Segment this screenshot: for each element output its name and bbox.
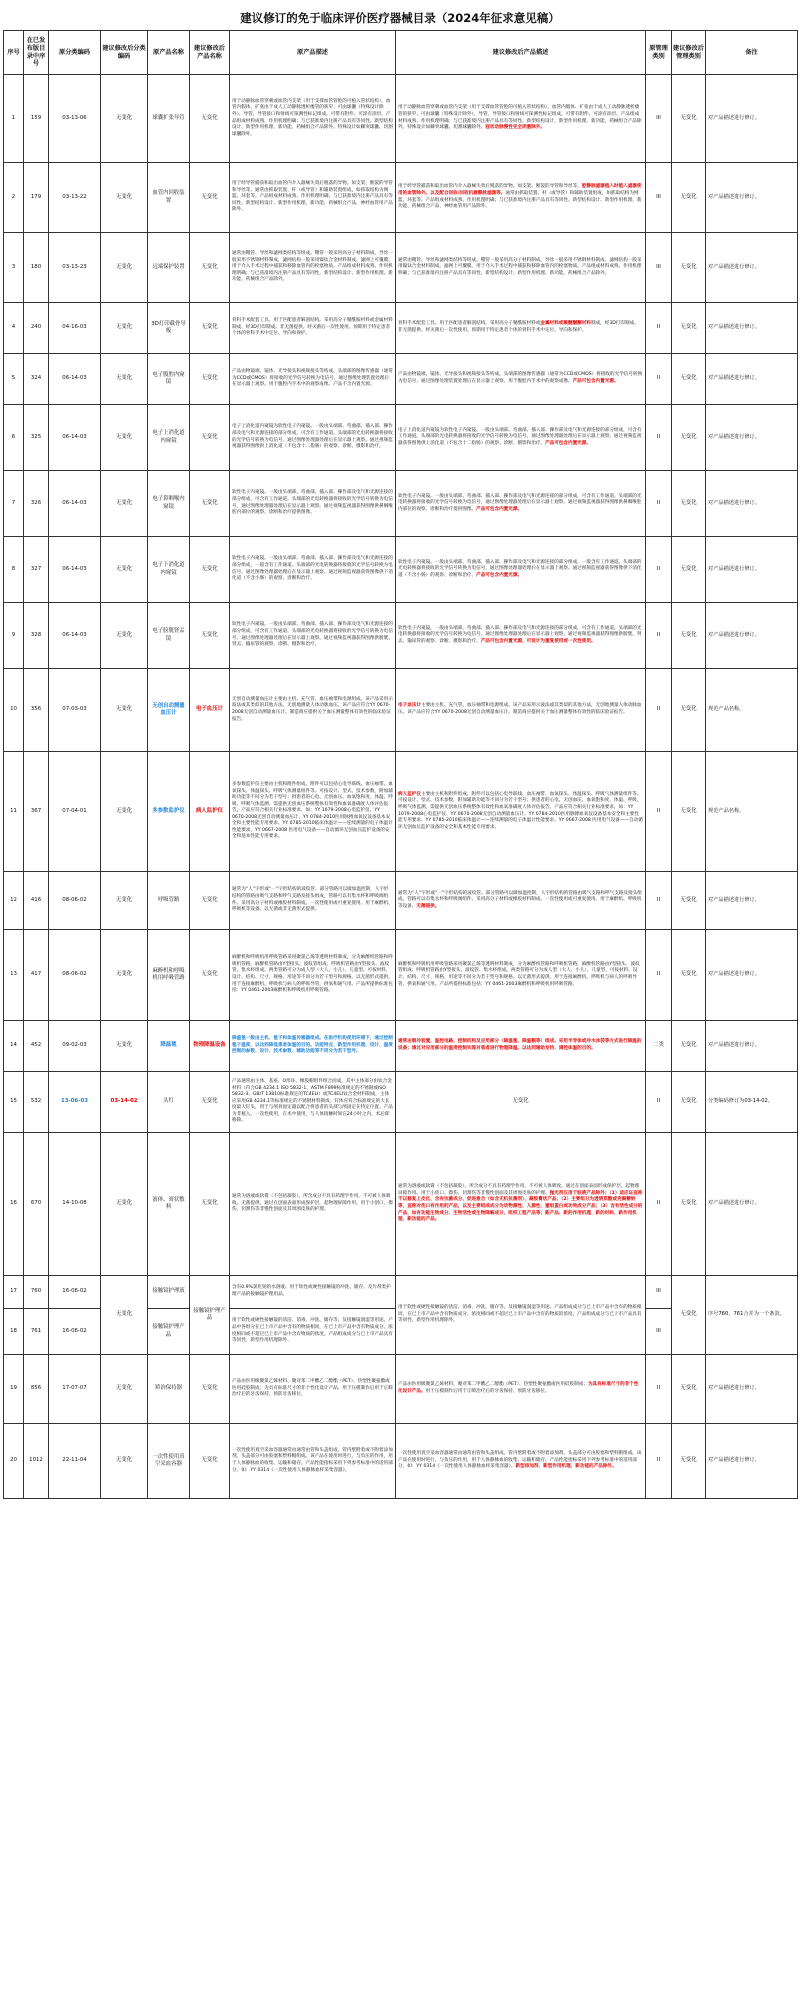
new-code-cell: 无变化 [101,1276,148,1355]
description-text: 软性电子内窥镜。一般由头端部、弯曲部、插入部、操作部及电气和光源连接的部分组成，一般含有工作通道。头端部的光电转换器将接收的光学信号转换为电信号，通过图像处理器处理后在显示器上观察。通过视频监视器获得图像供下消化道（不含小肠）的观察、诊断和治疗。 [398,559,642,578]
original-description-cell: 通常为溶液或软膏（不包括凝胶）。所含成分不具有药理学作用，不可被人体吸收。无菌提供。通过在创面表面形成保护层，起物理屏障作用。用于小创口、擦伤、切割伤等非慢性创面及其周围皮肤的护理。 [230,1133,396,1276]
new-description-cell [396,405,646,471]
new-name-cell: 无变化 [190,1355,230,1424]
original-name-cell: 球囊扩张导管 [148,75,190,163]
new-description-cell [396,1355,646,1424]
old-index-cell: 180 [24,233,49,303]
table-row [4,1021,798,1072]
remark-cell: 序号760、761合并为一个条款。 [706,1276,798,1355]
new-code-cell: 无变化 [101,752,148,872]
remark-cell: 对产品描述进行修订。 [706,603,798,669]
table-row [4,603,798,669]
row-number-cell: 6 [4,405,24,471]
remark-cell: 对产品描述进行修订。 [706,1021,798,1072]
new-name-cell: 接触镜护理产品 [190,1276,230,1355]
header-cell: 原分类编码 [49,31,101,75]
original-code-cell: 03-13-06 [49,75,101,163]
header-cell: 在已发布版目录中序号 [24,31,49,75]
old-index-cell: 1012 [24,1424,49,1499]
new-class-cell: 无变化 [672,75,706,163]
original-code-cell: 16-06-02 [49,1276,101,1309]
new-name-cell: 无变化 [190,537,230,603]
original-name-cell: 麻醉机和呼吸机用呼吸管路 [148,930,190,1021]
original-name-cell: 3D打印截骨导板 [148,303,190,354]
new-code-cell: 无变化 [101,163,148,233]
table-row [4,669,798,752]
new-name-cell: 无变化 [190,872,230,930]
description-text: 软性电子内窥镜。一般由头端部、弯曲部、插入部、操作部及电气和光源连接的部分组成，可含有工作通道。头端部的光电转换器将接收的光学信号转换为电信号，通过图像处理器处理后在显示器上观察。通过视频监视器获得图像供鼻咽喉腔内部位的观察、诊断和治疗提供图像。 [398,493,642,512]
old-index-cell: 670 [24,1133,49,1276]
original-description-cell: 含有0.9%氯化钠的水溶液。用于软性或硬性接触镜的冲洗、储存。及片剂类护理产品的接触镜护理用品。 [230,1276,396,1309]
original-description-cell: 通常为“人”字形或“一”字形结构的波纹管。部分管路可以做加温控制，人字形结构的管路由吸气支路和呼气支路及接头组成，管路可以有集水杯和呼吸阀组件。采用高分子材料或橡胶材料制成。一次性使用或可重复使用。用于麻醉机、呼吸机等设备。以无菌或非无菌形式提供。 [230,872,396,930]
row-number-cell: 19 [4,1355,24,1424]
original-description-cell: 用于经导管捕获和取出血管内介入器械失效后脱落的异物。如支架、断裂的导管和导丝等。通常由抓取装置、杆（或导管）和辅助装置组成，如抓取结构为网篮、环套等。产品组成材料成熟、作用机理明确；与已获准境内注册产品具有等同性。新型结构设计、新型作用机理、新功能、药械组合产品、神经血管用产品除外。 [230,163,396,233]
new-description-cell [396,537,646,603]
header-cell: 建议修改后产品描述 [396,31,646,75]
row-number-cell: 15 [4,1072,24,1133]
new-code-cell: 无变化 [101,233,148,303]
new-class-cell: 无变化 [672,405,706,471]
original-code-cell: 22-11-04 [49,1424,101,1499]
original-name-cell: 血管内回收装置 [148,163,190,233]
new-code-cell: 无变化 [101,1133,148,1276]
description-text: 无菌提供。 [416,903,440,909]
new-name-cell: 无变化 [190,354,230,405]
original-name-cell: 矫治保持器 [148,1355,190,1424]
new-name-cell: 无变化 [190,75,230,163]
original-description-cell: 电子上消化道内窥镜为软性电子内窥镜。一般由头端部、弯曲部、插入部、操作部及电气和光源连接的部分组成，可含有工作通道。头端部的光电转换器将接收的光学信号转换为电信号，通过图像处理器处理后在显示器上观察。通过视频监视器获得图像供上消化道（不包含十二指肠）的观察、诊断、摄影和治疗。 [230,405,396,471]
table-body [4,75,798,1499]
new-class-cell: 无变化 [672,1424,706,1499]
description-text: 无变化 [512,1098,529,1105]
original-code-cell: 07-04-01 [49,752,101,872]
row-number-cell: 16 [4,1133,24,1276]
new-name-cell: 无变化 [190,1424,230,1499]
original-description-cell: 通常由鞘管、导丝和滤网类结构等组成。鞘管一般采用高分子材料制成，导丝一般采用不锈钢材料制成，滤网结构一般采用镍钛合金材料制成。滤网上可覆膜。用于介入手术过程中捕获和移除血管内的栓塞物质。产品组成材料成熟、作用机理明确；与已获准境内注册产品具有等同性。新型结构设计、新型作用机理、新功能、药械组合产品除外。 [230,233,396,303]
original-description-cell: 无创自动测量血压计主要由主机、充气管、血压袖带和电源组成。该产品采用示波法或其类似的其他方法，无创地测量人体动脉血压。该产品应符合YY 0670-2008无创自动测量血压计。制造商应提供关于血压测量整体有效性的临床验证报告。 [230,669,396,752]
new-class-cell: 无变化 [672,1072,706,1133]
original-code-cell: 06-14-03 [49,603,101,669]
row-number-cell: 2 [4,163,24,233]
new-code-cell: 无变化 [101,303,148,354]
description-text: 通常为“人”字形或“一”字形结构的波纹管。部分管路可以做加温控制，人字形结构的管路由吸气支路和呼气支路及接头组成，管路可以有集水杯和呼吸阀组件。采用高分子材料或橡胶材料制成。一次性使用或可重复使用。用于麻醉机、呼吸机等设备。 [398,890,642,909]
old-index-cell: 327 [24,537,49,603]
old-index-cell: 240 [24,303,49,354]
remark-cell: 对产品描述进行修订。 [706,1133,798,1276]
row-number-cell: 7 [4,471,24,537]
original-name-cell: 降温毯 [148,1021,190,1072]
remark-cell: 对产品描述进行修订。 [706,354,798,405]
header-cell: 建议修改后管理类别 [672,31,706,75]
new-description-cell [396,471,646,537]
original-name-cell: 电子下消化道内窥镜 [148,537,190,603]
description-text: 用于压模制作后用于正畸治疗后的牙齿保持、预防牙齿移位。 [425,1389,550,1394]
new-class-cell: 无变化 [672,1355,706,1424]
new-code-cell: 03-14-02 [101,1072,148,1133]
new-class-cell: 无变化 [672,163,706,233]
old-index-cell: 159 [24,75,49,163]
original-name-cell: 多参数监护仪 [148,752,190,872]
original-class-cell: III [646,1276,672,1309]
remark-cell: 分类编码修订为03-14-02。 [706,1072,798,1133]
original-class-cell: II [646,537,672,603]
original-name-cell: 一次性使用真空采血容器 [148,1424,190,1499]
original-name-cell: 电子膀胱肾盂镜 [148,603,190,669]
description-text: 通常由鞘管、导丝和滤网类结构等组成。鞘管一般采用高分子材料制成，导丝一般采用不锈钢材料制成，滤网结构一般采用镍钛合金材料制成。滤网上可覆膜。用于介入手术过程中捕获和移除血管内的栓塞物质。产品组成材料成熟、作用机理明确；与已获准境内注册产品具有等同性。新型结构设计、新型作用机理、新功能、药械组合产品除外。 [398,257,642,276]
original-code-cell: 03-13-23 [49,233,101,303]
row-number-cell: 18 [4,1309,24,1355]
remark-cell: 规范产品名称。 [706,752,798,872]
description-text: 为具有标准尺寸的非个性化设计产品。 [398,1382,639,1394]
original-class-cell: II [646,872,672,930]
old-index-cell: 326 [24,471,49,537]
table-row [4,752,798,872]
description-text: 用于经导管捕获和取出血管内介入器械失效后脱落的异物。如支架、断裂的导管和导丝等。 [398,184,582,190]
description-text: 软性电子内窥镜。一般由头端部、弯曲部、插入部、操作部及电气和光源连接的部分组成，可含有工作通道。头端部的光电转换器将接收的光学信号转换为电信号，通过图像处理器处理后在显示器上观察。通过视频监视器获得图像供膀胱、肾盂、输尿管的观察、诊断、摄影和治疗。 [398,625,642,644]
old-index-cell: 325 [24,405,49,471]
new-class-cell: 无变化 [672,872,706,930]
description-text: 产品可包含内置光源。 [476,572,523,578]
new-description-cell [396,354,646,405]
header-cell: 原产品名称 [148,31,190,75]
new-code-cell: 无变化 [101,603,148,669]
original-code-cell: 06-14-03 [49,537,101,603]
new-description-cell [396,163,646,233]
row-number-cell: 12 [4,872,24,930]
old-index-cell: 179 [24,163,49,233]
new-description-cell [396,1424,646,1499]
table-header-row [4,31,798,75]
description-text: 麻醉机和呼吸机用呼吸管路采用聚氯乙烯等透明材料制成，分为麻醉机管路和呼吸机管路，麻醉机管路由Y型接头、波纹管组成；呼吸机管路由Y型接头、波纹管、集水杯组成。两类管路可分为成人型（大人、小儿）、儿童型。可按材料、设计、结构、尺寸、规格、用途等不同分为若干型号和规格。以无菌形式提供，用于连接麻醉机、呼吸机与病人的呼吸导管，供氧和通气用。产品所提供标准包括：YY 0461-2003麻醉机和呼吸机用呼吸管路。 [398,961,640,987]
description-text: 用于软性或硬性接触镜的清洁、消毒、冲洗、储存等，及接触镜润湿等用途。 [398,1305,555,1311]
row-number-cell: 8 [4,537,24,603]
description-text: 产品组成成分与已上市产品中含有的物质相同，在已上市产品中含有物质成分、浓度相同或不超过已上市产品中含有的物质的浓度。产品组成成分与已上市产品具有等同性，新型作用机理除外。 [398,1305,642,1324]
old-index-cell: 356 [24,669,49,752]
table-row [4,233,798,303]
row-number-cell: 10 [4,669,24,752]
table-row [4,1133,798,1276]
original-code-cell: 08-06-02 [49,872,101,930]
new-description-cell [396,1021,646,1072]
original-description-cell: 多参数监护仪主要由主机和附件组成。附件可以包括心电导联线、血压袖带、血氧探头、体温探头、呼吸气体测量组件等。可按设计、型式、技术参数，附加辅助功能等不同分为若干型号；供患者的心电、无创血压、血氧饱和度、体温、呼吸、呼吸气体监测。需提供无创血压系统整体有效性和血氧准确度人体评估报告。产品应符合相关行业标准要求，如：YY 1079-2008心电监护仪、YY 0670-2008无创自动测量血压计、YY 0784-2010医用脉搏血氧仪设备基本安全和主要性能专用要求、YY 0785-2010临床体温计——连续测量的电子体温计性能要求、YY 0667-2008 医用电气设备——自动循环无创血压监护设备的安全和基本性能专用要求。 [230,752,396,872]
original-name-cell: 远端保护装置 [148,233,190,303]
original-name-cell: 呼吸管路 [148,872,190,930]
row-number-cell: 17 [4,1276,24,1309]
table-row [4,537,798,603]
original-description-cell: 用于软性或硬性接触镜的清洁、消毒、冲洗、储存等，及接触镜润湿等用途。产品中各组分在已上市产品中含有的物质相同，在已上市产品中含有物质成分、浓度相同或不超过已上市产品中含有物质的浓度。产品组成成分与已上市产品具有等同性，新型作用机理除外。 [230,1309,396,1355]
row-number-cell: 9 [4,603,24,669]
description-text: 制成，经3D打印制成。非无菌提供。经灭菌后一次性使用。预期用于特定患者个体的骨科手术中定位、导向和保护。 [398,321,639,333]
remark-cell: 对产品描述进行修订。 [706,930,798,1021]
new-code-cell: 无变化 [101,669,148,752]
new-name-cell: 无变化 [190,471,230,537]
original-name-cell: 接触镜护理产品 [148,1309,190,1355]
original-code-cell: 06-14-03 [49,405,101,471]
description-text: 产品由物镜端、镜体、光导接头和视频接头等构成。头端部的图像传感器（通常为CCD或CMOS）将接收的光学信号转换为电信号，通过图像处理装置处理后在显示器上观察。用于腹腔内手术中的观察成像。 [398,372,643,384]
new-name-cell: 物理降温设备 [190,1021,230,1072]
row-number-cell: 3 [4,233,24,303]
description-text: 电子血压计 [398,703,421,709]
description-text: 通常由制冷装置、温控电路、控制机构及应用部分（降温毯、降温帽等）组成。采用半导体或冷水冰袋等方式进行降温的设备；通过对应用部分的温度控制实现对患者进行物理降温。以达到辅助发热、调控体温的目的。 [398,1039,642,1051]
description-text: 冠状动脉慢性完全闭塞除外。 [485,125,546,131]
new-code-cell: 无变化 [101,354,148,405]
new-class-cell: 无变化 [672,603,706,669]
description-text: 新型添加剂、新型作用机理、新功能的产品除外。 [515,1464,617,1470]
description-text: 骨科手术配套工具。用于匹配患者解剖结构。采用高分子聚酰胺材料或 [398,321,541,327]
remark-cell: 对产品描述进行修订。 [706,233,798,303]
original-description-cell: 产品由医用级聚氯乙烯材料、聚对苯二甲酸乙二醇酯（PET）、热塑性聚氨酯或医用硅胶制成；为具有标准尺寸的非个性化设计产品。用于压模制作后用于正畸治疗后的牙齿保持、预防牙齿移位。 [230,1355,396,1424]
original-class-cell: II [646,1355,672,1424]
new-description-cell [396,1133,646,1276]
new-class-cell: 无变化 [672,1133,706,1276]
original-description-cell: 产品由物镜端、镜体、光导接头和视频接头等构成。头端部的图像传感器（通常为CCD或CMOS）将接收的光学信号转换为电信号，通过图像处理装置处理后在显示器上观察。用于腹腔内手术中的观察成像。产品不含内置光源。 [230,354,396,405]
remark-cell: 规范产品名称。 [706,669,798,752]
description-text: 电子上消化道内窥镜为软性电子内窥镜。一般由头端部、弯曲部、插入部、操作部及电气和光源连接的部分组成，可含有工作通道。头端部的光电转换器将接收的光学信号转换为电信号，通过图像处理器处理后在显示器上观察。通过视频监视器获得图像供上消化道（不包含十二指肠）的观察、诊断、摄影和治疗。 [398,427,642,446]
original-code-cell: 03-13-22 [49,163,101,233]
new-name-cell: 无变化 [190,603,230,669]
device-catalog-table [3,30,798,1499]
old-index-cell: 417 [24,930,49,1021]
table-row [4,1276,798,1309]
remark-cell: 对产品描述进行修订。 [706,75,798,163]
new-code-cell: 无变化 [101,1355,148,1424]
new-class-cell: 无变化 [672,752,706,872]
new-code-cell: 无变化 [101,537,148,603]
remark-cell: 对产品描述进行修订。 [706,471,798,537]
description-text: 通常为溶液或软膏（不包括凝胶）。所含成分不具有药理学作用，不可被人体吸收。通过在创面表面形成保护层，起物理屏障作用。用于小创口、擦伤、切割伤等非慢性创面及其周围皮肤的护理。 [398,1184,640,1196]
new-class-cell: 无变化 [672,233,706,303]
table-row [4,872,798,930]
new-code-cell: 无变化 [101,471,148,537]
description-text: 产品可包含内置光源。 [545,440,591,446]
new-code-cell: 无变化 [101,930,148,1021]
new-code-cell: 无变化 [101,405,148,471]
original-class-cell: III [646,163,672,233]
new-code-cell: 无变化 [101,75,148,163]
original-class-cell: II [646,471,672,537]
header-cell: 备注 [706,31,798,75]
original-class-cell: II [646,669,672,752]
original-code-cell: 13-06-03 [49,1072,101,1133]
row-number-cell: 1 [4,75,24,163]
new-code-cell: 无变化 [101,872,148,930]
original-code-cell: 04-16-03 [49,303,101,354]
new-class-cell: 无变化 [672,1276,706,1355]
original-code-cell: 08-06-02 [49,930,101,1021]
new-class-cell: 无变化 [672,1021,706,1072]
table-row [4,1072,798,1133]
table-row [4,1424,798,1499]
new-code-cell: 无变化 [101,1424,148,1499]
old-index-cell: 416 [24,872,49,930]
original-class-cell: II [646,930,672,1021]
header-cell: 建议修改后分类编码 [101,31,148,75]
original-code-cell: 06-14-03 [49,471,101,537]
old-index-cell: 761 [24,1309,49,1355]
old-index-cell: 367 [24,752,49,872]
row-number-cell: 20 [4,1424,24,1499]
old-index-cell: 532 [24,1072,49,1133]
table-row [4,303,798,354]
original-name-cell: 电子鼻咽喉内窥镜 [148,471,190,537]
original-description-cell: 一次性使用真空采血容器通常由通常由管和头盖组成，管内壁附着或不附着添加剂。头盖部分可由胶塞和塑料帽组成。该产品在使用时进行，与负压的作用，用于人体静脉血的收集、运输和储存。产品性能指标采用下列参考标准中的适用部分，如：YY 0314《一次性使用人体静脉血样采集容器》。 [230,1424,396,1499]
new-description-cell [396,930,646,1021]
original-name-cell: 电子腹腔内窥镜 [148,354,190,405]
original-name-cell: 接触镜护理液 [148,1276,190,1309]
row-number-cell: 11 [4,752,24,872]
original-code-cell: 09-02-03 [49,1021,101,1072]
header-cell: 序号 [4,31,24,75]
original-class-cell: II [646,603,672,669]
row-number-cell: 4 [4,303,24,354]
new-name-cell: 病人监护仪 [190,752,230,872]
description-text: 产品可包含内置光源，可设计为重复使用或一次性使用。 [480,638,596,644]
table-row [4,163,798,233]
original-description-cell: 产品通常由主体、基座、O形环、橡胶帽组件组合而成，其中主体部分由钛合金材料（符合GB 4234.1 ISO 5832-1、ASTM F899标准规定的不锈钢或ISO 5832-3、GB/T 13810标准规定的TC4ELI）或TC4ELI钛合金材料制成，主体应采用GB 4234.1等标准规定的不锈钢材料制成；钉体应符合标准规定的大长度最大钉头，用于与颅骨固定器以配合将患者的头部与颅固定在特定位置。产品为非植入，一次性使用，在术中使用，与人体接触时间在24小时之内，术后即移除。 [230,1072,396,1133]
remark-cell: 对产品描述进行修订。 [706,1424,798,1499]
original-description-cell: 软性电子内窥镜。一般由头端部、弯曲部、插入部、操作部及电气和光源连接的部分组成，一般含有工作通道。头端部的光电转换器将接收的光学信号转换为电信号，通过图像处理器处理后在显示器上观察。通过视频监视器获得图像供下消化道（不含小肠）的观察、诊断和治疗。 [230,537,396,603]
original-name-cell: 电子上消化道内窥镜 [148,405,190,471]
old-index-cell: 760 [24,1276,49,1309]
description-text: 通常由抓取装置、杆（或导管）和辅助装置组成，如抓取结构为网篮、环套等。产品组成材料成熟、作用机理明确；与已获准境内注册产品具有等同性。新型结构设计、新型作用机理、新功能、药械组合产品、神经血管用产品除外。 [398,190,642,210]
new-name-cell: 电子血压计 [190,669,230,752]
new-class-cell: 无变化 [672,669,706,752]
old-index-cell: 856 [24,1355,49,1424]
table-row [4,75,798,163]
original-class-cell: III [646,75,672,163]
new-description-cell [396,303,646,354]
description-text: 金属材料或聚醚醚酮材料 [540,321,591,327]
original-description-cell: 软性电子内窥镜。一般由头端部、弯曲部、插入部、操作部及电气和光源连接的部分组成，可含有工作通道。头端部的光电转换器将接收的光学信号转换为电信号，通过图像处理器处理后在显示器上观察。通过视频监视器获得图像供鼻咽喉腔内部位的观察、诊断和治疗提供图像。 [230,471,396,537]
original-description-cell: 降温毯一般由主机、毯子和体温传感器组成。在医疗机构使用环境下，通过控制毯子温度，以达到降低患者体温的目的。功能特点、新型作用机理、设计、温度控制的参数、设计、技术参数、辅助功能等不同分为若干型号。 [230,1021,396,1072]
original-code-cell: 16-06-02 [49,1309,101,1355]
original-description-cell: 软性电子内窥镜。一般由头端部、弯曲部、插入部、操作部及电气和光源连接的部分组成，可含有工作通道。头端部的光电转换器将接收的光学信号转换为电信号，通过图像处理器处理后在显示器上观察。通过视频监视器获得图像供膀胱、肾盂、输尿管的观察、诊断、摄影和治疗。 [230,603,396,669]
original-class-cell: II [646,354,672,405]
description-text: 抛光剂仅用于胶液产品除外；（1）适应证宣称不以修复上皮化、含有抗菌成分、促进愈合（如含无机抗菌剂）、凝胶膏状产品；（2）主要组分为透明质酸或壳聚糖钠等，宣称对伤口有作用的产品，以及主要组成成分为动物源性、人源性、重组蛋白或功效成分产品；（3）含有活性成分的产品，如有功能生物成分、生物活性或生物降解成分、组织工程产品等；新产品、新的作用机理、新的材料、新作用机理、新功能的产品。 [398,1190,643,1223]
document-title: 建议修订的免于临床评价医疗器械目录（2024年征求意见稿） [240,11,560,25]
original-class-cell: II [646,1072,672,1133]
description-text: 产品可包含内置光源。 [476,506,523,512]
new-class-cell: 无变化 [672,354,706,405]
old-index-cell: 452 [24,1021,49,1072]
new-name-cell: 无变化 [190,163,230,233]
description-text: 主要由主机、充气管、血压袖带和电源组成。该产品采用示波法或其类似的其他方法，无创地测量人体动脉血压。该产品应符合YY 0670-2008无创自动测量血压计。制造商应提供关于血压测量整体有效性的临床验证报告。 [398,703,642,715]
new-class-cell: 无变化 [672,303,706,354]
new-class-cell: 无变化 [672,930,706,1021]
new-description-cell [396,752,646,872]
new-name-cell: 无变化 [190,233,230,303]
new-description-cell [396,233,646,303]
original-description-cell: 用于动静脉血管穿刺或血管内支架（用于支撑血管管腔的可植入管状结构）、血管内假体、扩张由于成人工动静脉透析瘘管的狭窄、可由球囊（特殊设计除外）、导管、导管接口和射线可探测性标记组成。可带有附件。可涂有涂层。产品组成材料成熟、作用机理明确；与已获准境内注册产品具有等同性。新型结构设计、新型作用机理、新功能、药械组合产品除外。特殊设计如棘突球囊、切割球囊除外。 [230,75,396,163]
description-text: 主要由主机和附件组成。附件可以包括心电导联线、血压袖带、血氧探头、体温探头、呼吸气体测量组件等。可按设计、型式、技术参数，附加辅助功能等不同分为若干型号；供患者的心电、无创血压、血氧饱和度、体温、呼吸、呼吸气体监测。需提供无创血压系统整体有效性和血氧准确度人体评估报告。产品应符合相关行业标准要求，如：YY 1079-2008心电监护仪、YY 0670-2008无创自动测量血压计、YY 0784-2010医用脉搏血氧仪设备基本安全和主要性能专用要求、YY 0785-2010临床体温计——连续测量的电子体温计性能要求、YY 0667-2008 医用电气设备——自动循环无创血压监护设备的安全和基本性能专用要求。 [398,791,643,830]
row-number-cell: 5 [4,354,24,405]
description-text: 产品可包含内置光源。 [572,379,619,384]
new-description-cell [396,1072,646,1133]
table-row [4,471,798,537]
remark-cell: 对产品描述进行修订。 [706,303,798,354]
description-text: 腔静脉滤器植入时植入滤器使用的血管除外。以及配合回收/回收机器静脉滤器等。 [398,184,642,196]
new-name-cell: 无变化 [190,1133,230,1276]
description-text: 产品由医用级聚氯乙烯材料、聚对苯二甲酸乙二醇酯（PET）、热塑性聚氨酯或医用硅胶制成； [398,1382,588,1388]
original-code-cell: 07-03-03 [49,669,101,752]
header-cell: 建议修改后产品名称 [190,31,230,75]
old-index-cell: 328 [24,603,49,669]
new-class-cell: 无变化 [672,537,706,603]
original-code-cell: 17-07-07 [49,1355,101,1424]
original-class-cell: III [646,233,672,303]
table-row [4,1355,798,1424]
description-text: 病人监护仪 [398,791,421,797]
original-description-cell: 麻醉机和呼吸机用呼吸管路采用聚氯乙烯等透明材料制成，分为麻醉机管路和呼吸机管路，麻醉机管路由Y型接头、波纹管组成；呼吸机管路由Y型接头、波纹管、集水杯组成。两类管路可分为成人型（大人、小儿）、儿童型。可按材料、设计、结构、尺寸、规格、用途等不同分为若干型号和规格。以无菌形式提供，用于连接麻醉机、呼吸机与病人的呼吸导管，供氧和通气用。产品所提供标准包括：YY 0461-2003麻醉机和呼吸机用呼吸管路。 [230,930,396,1021]
new-name-cell: 无变化 [190,1072,230,1133]
old-index-cell: 324 [24,354,49,405]
original-class-cell: II [646,405,672,471]
new-name-cell: 无变化 [190,303,230,354]
new-description-cell [396,872,646,930]
remark-cell: 对产品描述进行修订。 [706,1355,798,1424]
remark-cell: 对产品描述进行修订。 [706,405,798,471]
original-class-cell: III [646,1309,672,1355]
original-class-cell: II [646,303,672,354]
remark-cell: 对产品描述进行修订。 [706,163,798,233]
original-class-cell: II [646,1424,672,1499]
description-text: 一次性使用真空采血容器通常由通常由管和头盖组成，管内壁附着或不附着添加剂。头盖部分可由胶塞和塑料帽组成。该产品在使用时进行，与负压的作用，用于人体静脉血的收集、运输和储存。产品性能指标采用下列参考标准中的适用部分，如：YY 0314《一次性使用人体静脉血样采集容器》。 [398,1451,642,1470]
header-cell: 原产品描述 [230,31,396,75]
original-name-cell: 液体、膏状敷料 [148,1133,190,1276]
row-number-cell: 13 [4,930,24,1021]
table-row [4,354,798,405]
original-name-cell: 无创自动测量血压计 [148,669,190,752]
original-name-cell: 头钉 [148,1072,190,1133]
new-name-cell: 无变化 [190,930,230,1021]
row-number-cell: 14 [4,1021,24,1072]
original-code-cell: 14-10-08 [49,1133,101,1276]
description-text: 用于动静脉血管穿刺或血管内支架（用于支撑血管管腔的可植入管状结构）、血管内假体、扩张由于成人工动静脉透析瘘管的狭窄、可由球囊（特殊设计除外）、导管、导管接口和射线可探测性标记组成。可带有附件。可涂有涂层。产品组成材料成熟、作用机理明确；与已获准境内注册产品具有等同性。新型结构设计、新型作用机理、新功能、药械组合产品除外。特殊设计如棘突球囊、切割球囊除外。 [398,105,642,131]
new-name-cell: 无变化 [190,405,230,471]
new-code-cell: 无变化 [101,1021,148,1072]
original-class-cell: II [646,752,672,872]
header-cell: 原管理类别 [646,31,672,75]
new-description-cell [396,603,646,669]
table-row [4,930,798,1021]
original-description-cell: 骨科手术配套工具。用于匹配患者解剖结构。采用高分子聚酰胺材料或金属材料制成，经3D打印制成。非无菌提供。经灭菌后一次性使用。预期用于特定患者个体的骨科手术中定位、导向和保护。 [230,303,396,354]
new-description-cell [396,1276,646,1355]
original-class-cell: 二类 [646,1021,672,1072]
remark-cell: 对产品描述进行修订。 [706,537,798,603]
table-row [4,405,798,471]
original-class-cell: II [646,1133,672,1276]
new-class-cell: 无变化 [672,471,706,537]
original-code-cell: 06-14-03 [49,354,101,405]
new-description-cell [396,669,646,752]
remark-cell: 对产品描述进行修订。 [706,872,798,930]
new-description-cell [396,75,646,163]
